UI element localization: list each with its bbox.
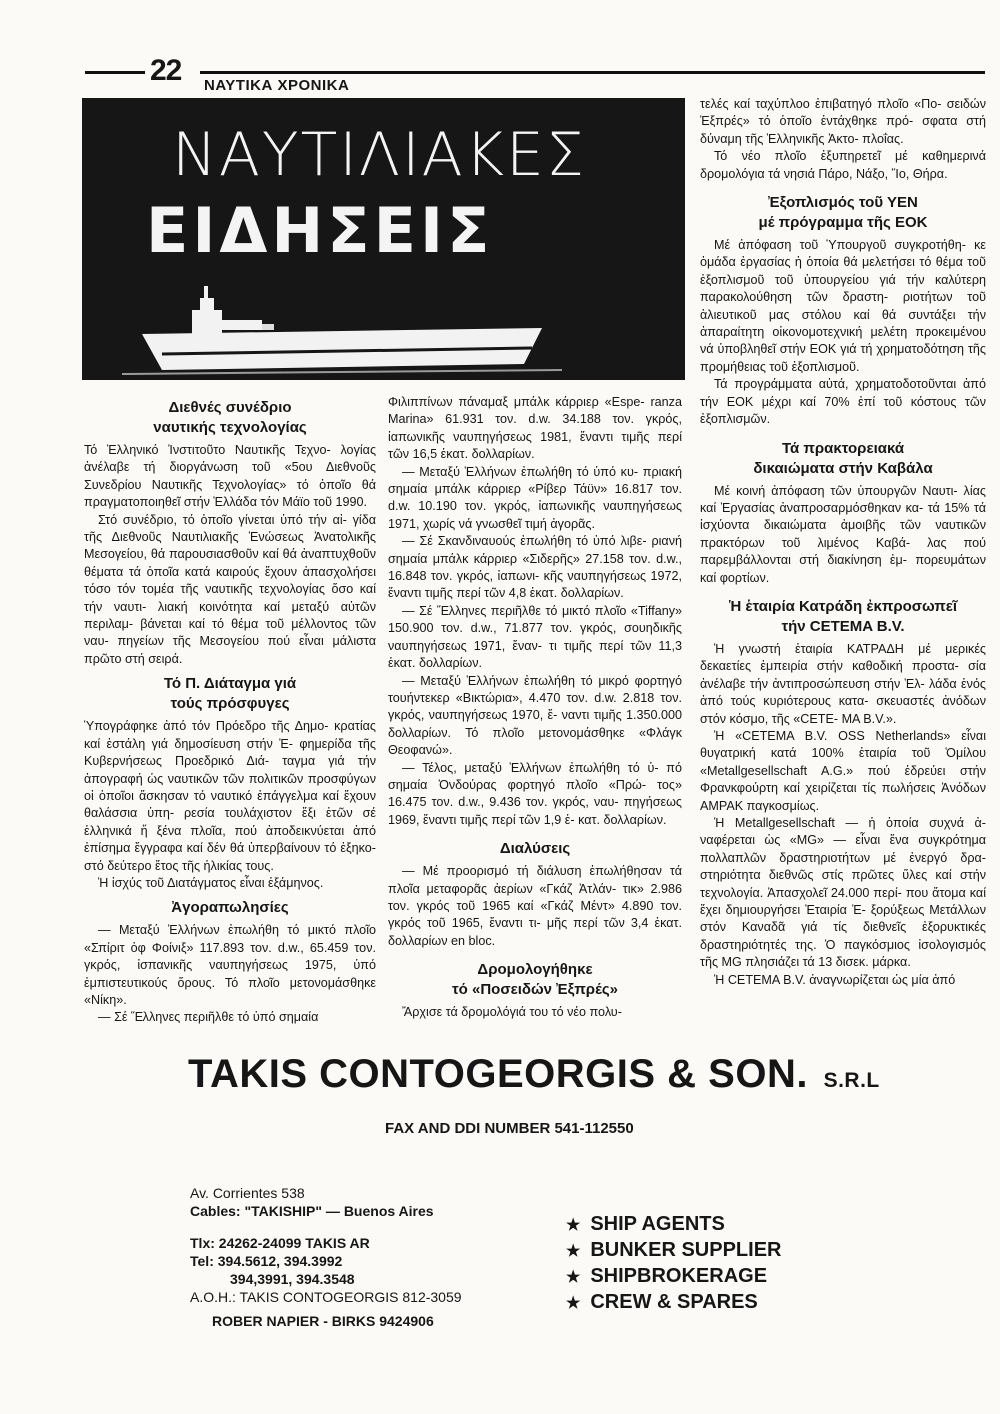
paragraph: Στό συνέδριο, τό ὁποῖο γίνεται ὑπό τήν αἰ- γίδα τῆς Διεθνοῦς Ναυτιλιακῆς Ἑνώσεως Ἀνατολικῆς Μεσογείου, θά παρουσιασθοῦν καί θά ἀναπτυχθοῦν θέματα τά ὁποῖα κατά καιρούς ἔχουν ἀπασχολήσει τόσο τόν τομέα τῆς ναυτικῆς τεχνολογίας ὅσο καί τήν ναυτι- λιακή κοινότητα καί μεταξύ αὐτῶν περιλαμ- βάνεται καί τό θέμα τοῦ μέλλοντος τῶν ναυ- πηγείων τῆς Μεσογείου πού εἶναι μάλιστα πρῶτο στή σειρά. (84, 512, 377, 666)
paragraph: — Μεταξύ Ἑλλήνων ἐπωλήθη τό μικτό πλοῖο «Σπίριτ ὀφ Φοίνιξ» 117.893 τον. d.w., 65.459 τον. γκρός, ἰσπανικῆς ναυπηγήσεως 1975, ὑπό ἐμπιστευτικούς ὅρους. Τό πλοῖο μετονομάσθηκε «Νίκη». (84, 923, 376, 1007)
column-3 (700, 96, 986, 989)
ship-illustration (122, 270, 562, 380)
heading-yen-equipment (700, 193, 986, 233)
heading-katradis-cetema (700, 597, 986, 637)
banner-title-line2: ΕΙΔΗΣΕΙΣ (146, 194, 494, 267)
column-2 (388, 394, 682, 1022)
paragraph: — Μεταξύ Ἑλλήνων ἐπωλήθη τό ὑπό κυ- πριακή σημαία μπάλκ κάρριερ «Ρίβερ Τάϋν» 16.817 τον. d.w. 10.190 τον. γκρός, ἰαπωνικῆς ναυπηγήσεως 1971, χωρίς νά γνωσθεῖ τιμή ἀγορᾶς. (388, 464, 683, 531)
ad-aoh: A.O.H.: TAKIS CONTOGEORGIS 812-3059 (190, 1289, 462, 1305)
advertisement (0, 1030, 1000, 1400)
ad-service-item: ★ SHIP AGENTS (566, 1213, 725, 1235)
column-1 (84, 398, 376, 1027)
paragraph: — Μέ προορισμό τή διάλυση ἐπωλήθησαν τά πλοῖα μεταφορᾶς ἀερίων «Γκάζ Ἀτλάν- τικ» 2.986 τον. γκρός τοῦ 1965 καί «Γκάζ Μέντ» 4.890 τον. γκρός τοῦ 1965, ἔναντι τι- μῆς περί τῶν 3,4 ἑκατ. δολλαρίων en bloc. (388, 864, 683, 948)
ad-company-name (188, 1052, 880, 1097)
paragraph: Ὑπογράφηκε ἀπό τόν Πρόεδρο τῆς Δημο- κρατίας καί ἐστάλη γιά δημοσίευση στήν Ἐ- φημερίδα τῆς Κυβερνήσεως Προεδρικό Διά- ταγμα γιά τήν ἀπογραφή ὡς ναυτικῶν τῶν πολιτικῶν προσφύγων οἱ ὁποῖοι ἄσκησαν τό ναυτικό ἐπάγγελμα καί ἔχουν θαλάσσια ὑπη- ρεσία τουλάχιστον ἕξι ἐτῶν σέ ἑλληνικά ἤ ξένα πλοῖα, πού ἀποδεικνύεται ἀπό ἐπίσημα ἔγγραφα καί δέν θά ὑπερβαίνουν τό ἐξηκο- στό δεύτερο ἔτος τῆς ἡλικίας τους. (84, 719, 377, 873)
heading-line: μέ πρόγραμμα τῆς ΕΟΚ (758, 214, 928, 232)
ad-cables: Cables: "TAKISHIP" — Buenos Aires (190, 1203, 434, 1219)
heading-line: Δρομολογήθηκε (477, 961, 593, 979)
heading-line: Διεθνές συνέδριο (168, 399, 292, 416)
ad-contact-block (190, 1184, 520, 1330)
paragraph: τελές καί ταχύπλοο ἐπιβατηγό πλοῖο «Πο- σειδών Ἐξπρές» τό ὁποῖο ἐντάχθηκε πρό- σφατα στή δύναμη τῆς Ἑλληνικῆς Ἀκτο- πλοΐας. (700, 97, 987, 146)
heading-line: ναυτικής τεχνολογίας (153, 419, 307, 436)
header-rule-right (200, 71, 985, 74)
heading-line: τήν CETEMA B.V. (781, 617, 905, 635)
banner-title-line1: ΝΑΥΤΙΛΙΑΚΕΣ (172, 120, 586, 190)
heading-line: Τά πρακτορειακά (781, 439, 905, 457)
heading-poseidon-express (388, 960, 682, 1000)
heading-kavala-rights (700, 439, 986, 479)
heading-line: δικαιώματα στήν Καβάλα (753, 459, 933, 477)
paragraph: Μέ ἀπόφαση τοῦ Ὑπουργοῦ συγκροτήθη- κε ὁμάδα ἐργασίας ἡ ὁποία θά μελετήσει τό θέμα τοῦ ἐξοπλισμοῦ τοῦ ὑπουργείου γιά τήν καλύτερη παρακολούθηση τῶν δραστη- ριοτήτων τοῦ ἁλιευτικοῦ μας στόλου καί θά συντάξει τήν ἀπαραίτητη οἰκονομοτεχνική μελέτη προκειμένου νά ὑποβληθεῖ στήν ΕΟΚ γιά τή χρηματοδότηση τῆς προμήθειας τοῦ ἐξοπλισμοῦ. (700, 238, 987, 374)
heading-line: Διαλύσεις (499, 840, 571, 858)
paragraph: Ἡ CETEMA B.V. ἀναγνωρίζεται ὡς μία ἀπό (714, 972, 956, 987)
paragraph: — Σέ Ἕλληνες περιῆλθε τό μικτό πλοῖο «Tiffany» 150.900 τον. d.w., 71.877 τον. γκρός, σουηδικῆς ναυπηγήσεως 1971, ἔναν- τι τιμῆς περί τῶν 11,3 ἑκατ. δολλαρίων. (388, 603, 683, 671)
heading-line: Τό Π. Διάταγμα γιά (163, 675, 297, 693)
paragraph: — Τέλος, μεταξύ Ἑλλήνων ἐπωλήθη τό ὑ- πό σημαία Ὀνδούρας φορτηγό πλοῖο «Πρώ- τος» 16.475 τον. d.w., 9.436 τον. γκρός, ναυ- πηγήσεως 1969, ἔναντι τιμῆς περί τῶν 1,9 ἑ- κατ. δολλαρίων. (388, 760, 682, 827)
heading-line: Ἐξοπλισμός τοῦ ΥΕΝ (768, 194, 918, 212)
paragraph: Τό Ἑλληνικό Ἰνστιτοῦτο Ναυτικῆς Τεχνο- λογίας ἀνέλαβε τή διοργάνωση τοῦ «5ου Διεθνοῦς Συνεδρίου Ναυτικῆς Τεχνολογίας» τό ὁποῖο θά πραγματοποιηθεῖ στήν Ἑλλάδα τόν Μάϊο τοῦ 1990. (84, 443, 377, 510)
paragraph: Ἡ γνωστή ἑταιρία ΚΑΤΡΑΔΗ μέ μερικές δεκαετίες ἐμπειρία στήν καθοδική προστα- σία ἀνέλαβε τήν ἀντιπροσώπευση στήν Ἑλ- λάδα ἑνός ἀπό τούς κυριότερους κατα- σκευαστές ἀνόδων στόν κόσμο, τῆς «CETE- MA B.V.». (700, 641, 986, 726)
page-number: 22 (150, 54, 182, 87)
ad-service-item: ★ CREW & SPARES (566, 1291, 758, 1313)
ad-service-item: ★ SHIPBROKERAGE (566, 1265, 768, 1287)
heading-line: Ἀγοραπωλησίες (171, 899, 289, 917)
ad-service-item: ★ BUNKER SUPPLIER (566, 1239, 782, 1261)
paragraph: Τό νέο πλοῖο ἐξυπηρετεῖ μέ καθημερινά δρομολόγια τά νησιά Πάρο, Νάξο, Ἴο, Θήρα. (700, 149, 986, 181)
paragraph: Ἡ ἰσχύς τοῦ Διατάγματος εἶναι ἑξάμηνος. (98, 875, 324, 890)
paragraph: — Σέ Σκανδιναυούς ἐπωλήθη τό ὑπό λιβε- ριανή σημαία μπάλκ κάρριερ «Σιδερῆς» 27.158 τον. d.w., 16.848 τον. γκρός, ἰαπωνι- κῆς ναυπηγήσεως 1972, ἔναντι τιμῆς περί τῶν 4,8 ἑκατ. δολλαρίων. (388, 534, 683, 601)
ad-address: Av. Corrientes 538 (190, 1185, 305, 1201)
heading-line: τούς πρόσφυγες (170, 695, 290, 713)
paragraph: — Σέ Ἕλληνες περιῆλθε τό ὑπό σημαία (98, 1010, 319, 1025)
heading-naval-conference (84, 398, 376, 438)
ad-company-text: TAKIS CONTOGEORGIS & SON. (188, 1052, 808, 1096)
paragraph: Τά προγράμματα αὐτά, χρηματοδοτοῦνται ἀπό τήν ΕΟΚ μέχρι καί 70% ἐπί τοῦ κόστους τῶν ἐξοπλισμῶν. (700, 377, 987, 427)
heading-scrapping (388, 839, 682, 859)
paragraph: Ἄρχισε τά δρομολόγιά του τό νέο πολυ- (402, 1005, 622, 1020)
heading-refugees-decree (84, 674, 376, 714)
header-rule-left (85, 71, 145, 74)
ad-fax: FAX AND DDI NUMBER 541-112550 (385, 1120, 634, 1137)
publication-name: ΝΑΥΤΙΚΑ ΧΡΟΝΙΚΑ (204, 77, 350, 94)
spacer (190, 1220, 520, 1234)
heading-sales (84, 898, 376, 918)
ad-tlx: Tlx: 24262-24099 TAKIS AR (190, 1235, 370, 1251)
paragraph: Ἡ Metallgesellschaft — ἡ ὁποία συχνά ἀ- ναφέρεται ὡς «MG» — εἶναι ἕνα συγκρότημα πολλαπλῶν δραστηριοτήτων μέ ἐνεργό δρα- στηριότητα διεθνῶς στίς πρῶτες ὕλες καί στήν τεχνολογία. Ἀπασχολεῖ 24.000 περί- που ἄτομα καί ἔχει δημιουργήσει Ἑταιρία Ἐ- ξορύξεως Μετάλλων στόν Καναδᾶ γιά τίς διεθνεῖς ἐξορυκτικές δραστηριότητές της. Ὁ παγκόσμιος ἰσολογισμός τῆς MG πλησιάζει τά 13 δισεκ. μάρκα. (700, 816, 987, 970)
title-banner (82, 98, 685, 380)
ad-tel1: Tel: 394.5612, 394.3992 (190, 1253, 343, 1269)
ad-tel2: 394,3991, 394.3548 (230, 1271, 355, 1287)
heading-line: Ἡ ἑταιρία Κατράδη ἐκπροσωπεῖ (728, 597, 958, 615)
paragraph: Φιλιππίνων πάναμαξ μπάλκ κάρριερ «Espe- ranza Marina» 61.931 τον. d.w. 34.188 τον. γκρός, ἰαπωνικῆς ναυπηγήσεως 1981, ἔναντι τιμῆς περί τῶν 16,5 ἑκατ. δολλαρίων. (388, 395, 682, 462)
paragraph: Μέ κοινή ἀπόφαση τῶν ὑπουργῶν Ναυτι- λίας καί Ἐργασίας ἀναπροσαρμόσθηκαν κα- τά 15% τά ἰσχύοντα δικαιώματα ἀμοιβῆς τῶν ναυτικῶν πρακτόρων τοῦ λιμένος Καβά- λας πού παρεμβάλλονται στή διακίνηση ἐμ- πορευμάτων καί φορτίων. (700, 483, 987, 585)
paragraph: — Μεταξύ Ἑλλήνων ἐπωλήθη τό μικρό φορτηγό τουήντεκερ «Βικτώρια», 4.470 τον. d.w. 2.818 τον. γκρός, ναυπηγήσεως 1970, ἔ- ναντι τιμῆς 1.350.000 δολλαρίων. Τό πλοῖο μετονομάσθηκε «Φλάγκ Θεοφανώ». (388, 673, 683, 758)
heading-line: τό «Ποσειδών Ἐξπρές» (451, 981, 618, 999)
paragraph: Ἡ «CETEMA B.V. OSS Netherlands» εἶναι θυγατρική κατά 100% ἑταιρία τοῦ Ὁμίλου «Metallgesellschaft A.G.» πού ἑδρεύει στήν Φρανκφούρτη καί χειρίζεται τίς πωλήσεις Ἀνόδων ΑΜΡΑΚ παγκοσμίως. (700, 728, 987, 813)
ad-company-suffix: S.R.L (823, 1069, 880, 1092)
ad-services (566, 1212, 781, 1316)
ad-rober: ROBER NAPIER - BIRKS 9424906 (212, 1313, 434, 1329)
